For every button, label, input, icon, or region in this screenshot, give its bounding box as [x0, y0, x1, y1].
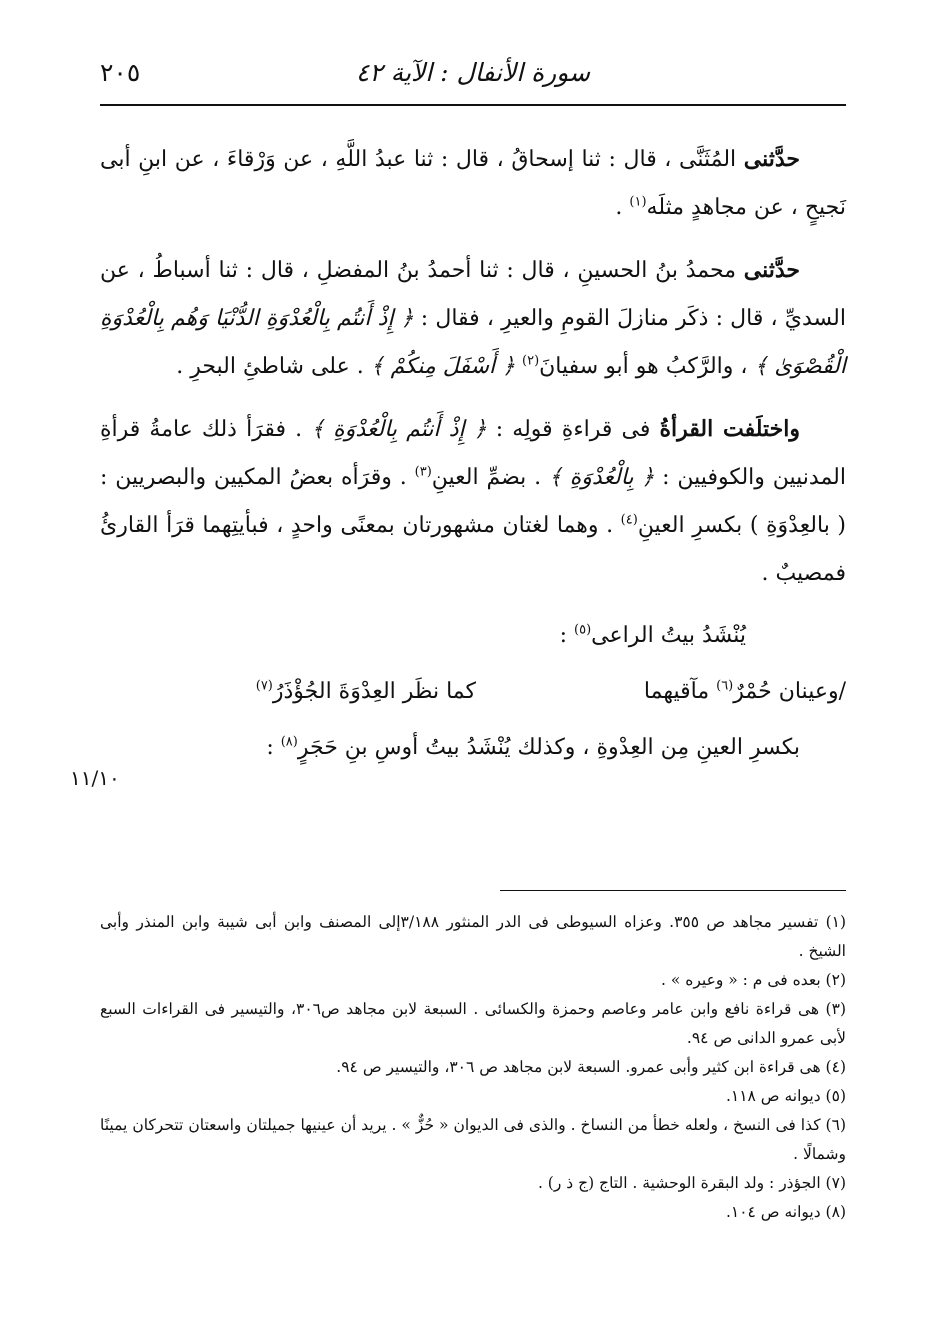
poetry-intro-text: يُنْشَدُ بيتُ الراعى [591, 623, 746, 648]
paragraph-3 [100, 405, 846, 598]
footnote-8: (٨) ديوانه ص ١٠٤. [725, 1203, 846, 1221]
quran-quote: ﴿ إِذْ أَنتُم بِالْعُدْوَةِ ﴾ [311, 417, 487, 442]
footnote-ref[interactable]: (٦) [716, 678, 734, 694]
paragraph-text: . وقرَأه بعضُ المكيين والبصريين : ( بالعِدْوَةِ ) بكسرِ العينِ [100, 465, 847, 538]
paragraph-text: المُثَنَّى ، قال : ثنا إسحاقُ ، قال : ثنا عبدُ اللَّهِ ، عن وَرْقاءَ ، عن ابنِ أبى نَجيحٍ ، عن مجاهدٍ مثلَه [100, 147, 846, 220]
paragraph-lead: حدَّثنى [743, 146, 800, 172]
paragraph-text: . فقرَأ ذلك عامةُ قرأةِ المدنيين والكوفيين : [100, 417, 847, 490]
paragraph-text: بكسرِ العينِ مِن العِدْوةِ ، وكذلك يُنْشَدُ بيتُ أوسِ بنِ حَجَرٍ [297, 735, 800, 760]
footnote-ref[interactable]: (٥) [574, 622, 592, 638]
page-number: ٢٠٥ [100, 58, 141, 87]
header-divider [100, 104, 846, 106]
paragraph-text: فى قراءةِ قولِه : [486, 417, 660, 442]
paragraph-lead: حدَّثنى [743, 257, 800, 283]
footnote-2: (٢) بعده فى م : « وعيره » . [660, 971, 846, 989]
footnotes [100, 908, 846, 1227]
page-header [100, 52, 846, 98]
quran-quote: ﴿ أَسْفَلَ مِنكُمْ ﴾ [370, 354, 522, 379]
paragraph-end: : [266, 735, 281, 760]
verse-text: كما نظَر العِدْوَةَ الجُؤْذَرُ [272, 679, 476, 704]
paragraph-text: . وهما لغتان مشهورتان بمعنًى واحدٍ ، فبأيتِهما قرَأ القارئُ فمصيبٌ . [100, 513, 846, 586]
paragraph-2 [100, 246, 846, 391]
main-text [100, 135, 846, 772]
footnote-ref[interactable]: (١) [629, 194, 647, 210]
verse-text: /وعينان حُمْرٌ [733, 679, 846, 704]
footnote-3: (٣) هى قراءة نافع وابن عامر وعاصم وحمزة والكسائى . السبعة لابن مجاهد ص٣٠٦، والتيسير فى القراءات السبع لأبى عمرو الدانى ص ٩٤. [100, 1000, 846, 1047]
footnote-ref[interactable]: (٨) [280, 734, 298, 750]
footnote-6: (٦) كذا فى النسخ ، ولعله خطأ من النساخ . والذى فى الديوان « حُزٌّ » . يريد أن عينيها جميلتان واسعتان تتحركان يمينًا وشمالًا . [100, 1116, 846, 1163]
footnote-ref[interactable]: (٤) [620, 512, 638, 528]
paragraph-1 [100, 135, 846, 232]
verse-first-hemistich [644, 668, 846, 716]
paragraph-text: . على شاطئِ البحرِ . [176, 354, 371, 379]
paragraph-text: ، والرَّكبُ هو أبو سفيانَ [539, 354, 755, 379]
paragraph-4 [100, 724, 846, 772]
poetry-intro-end: : [559, 623, 575, 648]
footnote-ref[interactable]: (٢) [522, 353, 540, 369]
verse-second-hemistich [256, 668, 476, 716]
paragraph-text: محمدُ بنُ الحسينِ ، قال : ثنا أحمدُ بنُ المفضلِ ، قال : ثنا أسباطُ ، عن السديِّ ، قال : ذكَر منازلَ القومِ والعيرِ ، فقال : [100, 258, 846, 331]
poetry-verse [100, 668, 846, 716]
running-title: سورة الأنفال : الآية ٤٢ [355, 58, 591, 87]
footnote-ref[interactable]: (٣) [414, 464, 432, 480]
paragraph-lead: واختلَفت القرأةُ [659, 416, 800, 442]
verse-text: مآقيهما [643, 679, 717, 704]
poetry-intro [100, 612, 846, 660]
footnote-7: (٧) الجؤذر : ولد البقرة الوحشية . التاج (ج ذ ر) . [537, 1174, 846, 1192]
quran-quote: ﴿ بِالْعُدْوَةِ ﴾ [548, 465, 655, 490]
footnote-ref[interactable]: (٧) [255, 678, 273, 694]
footnote-5: (٥) ديوانه ص ١١٨. [725, 1087, 846, 1105]
margin-reference: ١١/١٠ [70, 766, 120, 790]
paragraph-text: . بضمِّ العينِ [431, 465, 549, 490]
quran-quote: ﴿ إِذْ أَنتُم بِالْعُدْوَةِ الدُّنْيَا وَهُم بِالْعُدْوَةِ الْقُصْوَىٰ ﴾ [100, 306, 846, 379]
footnote-divider [500, 890, 846, 891]
paragraph-end: . [615, 195, 630, 220]
footnote-4: (٤) هى قراءة ابن كثير وأبى عمرو. السبعة لابن مجاهد ص ٣٠٦، والتيسير ص ٩٤. [336, 1058, 846, 1076]
footnote-1: (١) تفسير مجاهد ص ٣٥٥. وعزاه السيوطى فى الدر المنثور ٣/١٨٨إلى المصنف وابن أبى شيبة وابن المنذر وأبى الشيخ . [100, 913, 847, 960]
